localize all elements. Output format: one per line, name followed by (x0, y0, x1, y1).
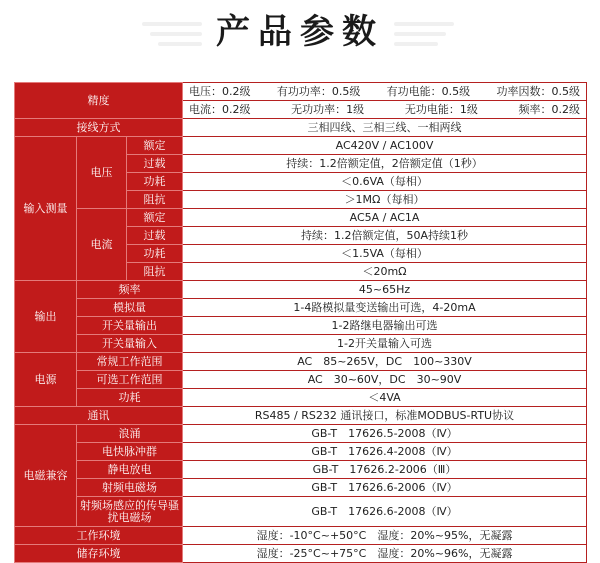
output-label: 输出 (15, 281, 77, 353)
wiring-label: 接线方式 (15, 119, 183, 137)
spec-row-input-current (15, 209, 587, 227)
voltage-rated-value: AC420V / AC100V (183, 137, 587, 155)
precision-active-energy: 有功电能：0.5级 (386, 85, 471, 98)
output-switch-in-value: 1-2开关量输入可选 (183, 335, 587, 353)
power-consumption-value: ＜4VA (183, 389, 587, 407)
output-analog-label: 模拟量 (77, 299, 183, 317)
output-switch-out-value: 1-2路继电器输出可选 (183, 317, 587, 335)
current-rated-value: AC5A / AC1A (183, 209, 587, 227)
emc-esd-value: GB-T 17626.2-2006（Ⅲ） (183, 461, 587, 479)
current-consumption-label: 功耗 (127, 245, 183, 263)
spec-table (14, 82, 587, 563)
current-impedance-value: ＜20mΩ (183, 263, 587, 281)
precision-frequency: 频率：0.2级 (518, 103, 580, 116)
emc-eft-label: 电快脉冲群 (77, 443, 183, 461)
voltage-overload-value: 持续：1.2倍额定值，2倍额定值（1秒） (183, 155, 587, 173)
storage-env-label: 储存环境 (15, 545, 183, 563)
output-analog-value: 1-4路模拟量变送输出可选，4-20mA (183, 299, 587, 317)
emc-conducted-label: 射频场感应的传导骚扰电磁场 (77, 497, 183, 527)
output-switch-in-label: 开关量输入 (77, 335, 183, 353)
comm-value: RS485 / RS232 通讯接口，标准MODBUS-RTU协议 (183, 407, 587, 425)
work-env-label: 工作环境 (15, 527, 183, 545)
output-frequency-label: 频率 (77, 281, 183, 299)
current-overload-value: 持续：1.2倍额定值，50A持续1秒 (183, 227, 587, 245)
spec-row-emc-rf (15, 479, 587, 497)
emc-eft-value: GB-T 17626.4-2008（Ⅳ） (183, 443, 587, 461)
spec-row-emc-eft (15, 443, 587, 461)
spec-row-output-analog (15, 299, 587, 317)
current-label: 电流 (77, 209, 127, 281)
emc-surge-label: 浪涌 (77, 425, 183, 443)
power-label: 电源 (15, 353, 77, 407)
precision-values-row1 (183, 83, 587, 101)
power-consumption-label: 功耗 (77, 389, 183, 407)
precision-current: 电流：0.2级 (189, 103, 251, 116)
current-impedance-label: 阻抗 (127, 263, 183, 281)
voltage-overload-label: 过载 (127, 155, 183, 173)
voltage-label: 电压 (77, 137, 127, 209)
emc-surge-value: GB-T 17626.5-2008（Ⅳ） (183, 425, 587, 443)
emc-esd-label: 静电放电 (77, 461, 183, 479)
wiring-value: 三相四线、三相三线、一相两线 (183, 119, 587, 137)
current-rated-label: 额定 (127, 209, 183, 227)
spec-row-comm (15, 407, 587, 425)
output-frequency-value: 45~65Hz (183, 281, 587, 299)
storage-env-value: 湿度：-25°C~+75°C 湿度：20%~96%，无凝露 (183, 545, 587, 563)
input-label: 输入测量 (15, 137, 77, 281)
precision-power-factor: 功率因数：0.5级 (496, 85, 580, 98)
current-consumption-value: ＜1.5VA（每相） (183, 245, 587, 263)
precision-active-power: 有功功率：0.5级 (276, 85, 361, 98)
spec-row-power-consumption (15, 389, 587, 407)
precision-reactive-power: 无功功率：1级 (291, 103, 365, 116)
emc-rf-label: 射频电磁场 (77, 479, 183, 497)
page-title: 产品参数 (216, 12, 384, 52)
voltage-rated-label: 额定 (127, 137, 183, 155)
power-optional-label: 可选工作范围 (77, 371, 183, 389)
spec-row-input-voltage (15, 137, 587, 155)
spec-row-storage-env (15, 545, 587, 563)
spec-row-precision (15, 83, 587, 101)
spec-row-power-normal (15, 353, 587, 371)
output-switch-out-label: 开关量输出 (77, 317, 183, 335)
title-decoration-right (394, 18, 458, 48)
spec-row-emc-surge (15, 425, 587, 443)
voltage-consumption-value: ＜0.6VA（每相） (183, 173, 587, 191)
spec-row-output-frequency (15, 281, 587, 299)
power-optional-value: AC 30~60V，DC 30~90V (183, 371, 587, 389)
power-normal-label: 常规工作范围 (77, 353, 183, 371)
emc-rf-value: GB-T 17626.6-2006（Ⅳ） (183, 479, 587, 497)
work-env-value: 湿度：-10°C~+50°C 湿度：20%~95%，无凝露 (183, 527, 587, 545)
spec-row-output-switch-out (15, 317, 587, 335)
current-overload-label: 过载 (127, 227, 183, 245)
voltage-impedance-label: 阻抗 (127, 191, 183, 209)
precision-label: 精度 (15, 83, 183, 119)
precision-voltage: 电压：0.2级 (189, 85, 251, 98)
power-normal-value: AC 85~265V，DC 100~330V (183, 353, 587, 371)
emc-label: 电磁兼容 (15, 425, 77, 527)
spec-row-emc-esd (15, 461, 587, 479)
spec-row-wiring (15, 119, 587, 137)
comm-label: 通讯 (15, 407, 183, 425)
precision-reactive-energy: 无功电能：1级 (404, 103, 478, 116)
spec-row-work-env (15, 527, 587, 545)
precision-values-row2 (183, 101, 587, 119)
spec-row-emc-conducted (15, 497, 587, 527)
emc-conducted-value: GB-T 17626.6-2008（Ⅳ） (183, 497, 587, 527)
voltage-consumption-label: 功耗 (127, 173, 183, 191)
spec-row-output-switch-in (15, 335, 587, 353)
spec-row-power-optional (15, 371, 587, 389)
voltage-impedance-value: ＞1MΩ（每相） (183, 191, 587, 209)
title-area (0, 0, 600, 72)
